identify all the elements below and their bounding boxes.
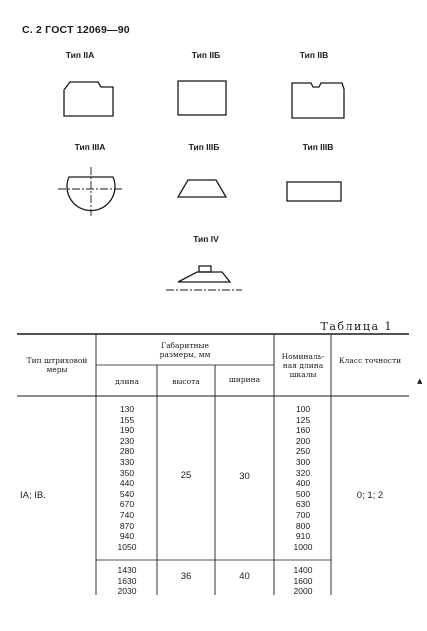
nominal-value: 1400 [293,565,313,575]
group2-nominal-lengths [278,565,328,597]
figure-label-type-iib: Тип IIБ [191,50,221,60]
length-value: 940 [119,531,135,542]
nominal-value: 910 [295,531,311,542]
header-nominal-length: Номиналь-ная длина шкалы [281,352,325,379]
length-value: 1050 [117,541,137,552]
figure-label-type-iv: Тип IV [193,234,219,244]
nominal-value: 250 [295,446,311,457]
figure-label-type-iiiv: Тип IIIВ [302,142,334,152]
nominal-value: 2000 [293,586,313,597]
length-value: 1630 [117,575,137,586]
length-value: 670 [119,499,135,510]
header-overall-dimensions: Габаритные размеры, мм [159,341,211,359]
nominal-value: 200 [295,435,311,446]
nominal-value: 160 [295,425,311,436]
group1-width: 30 [239,471,250,482]
length-value: 540 [119,488,135,499]
figure-label-type-iiib: Тип IIIБ [188,142,220,152]
length-value: 155 [119,414,135,425]
figure-label-type-iia: Тип IIA [65,50,95,60]
margin-mark: ▲ [417,377,423,385]
length-value: 870 [119,520,135,531]
group2-height: 36 [180,571,192,582]
group1-nominal-lengths [278,404,328,552]
nominal-value: 1600 [293,575,313,586]
header-accuracy-class: Класс точности [338,356,402,365]
header-type: Тип штриховой меры [26,356,88,374]
header-width: ширина [228,375,261,384]
length-value: 1430 [117,565,137,575]
nominal-value: 300 [295,456,311,467]
nominal-value: 100 [295,404,311,414]
header-length: длина [115,377,139,386]
length-value: 350 [119,467,135,478]
row-accuracy-value: 0; 1; 2 [356,490,384,501]
group2-width: 40 [239,571,250,582]
length-value: 740 [119,509,135,520]
header-height: высота [172,377,200,386]
nominal-value: 400 [295,478,311,489]
group1-height: 25 [180,470,192,481]
nominal-value: 320 [295,467,311,478]
length-value: 440 [119,478,135,489]
table-caption: Таблица 1 [320,320,393,333]
nominal-value: 630 [295,499,311,510]
group2-lengths [100,565,154,597]
figure-label-type-iiv: Тип IIВ [299,50,329,60]
group1-lengths [100,404,154,552]
length-value: 190 [119,425,135,436]
length-value: 130 [119,404,135,414]
figure-label-type-iiia: Тип IIIА [74,142,106,152]
nominal-value: 1000 [293,541,313,552]
page-header: С. 2 ГОСТ 12069—90 [22,24,130,36]
nominal-value: 500 [295,488,311,499]
row-type-value: IA; IB. [20,490,46,501]
nominal-value: 800 [295,520,311,531]
nominal-value: 125 [295,414,311,425]
length-value: 330 [119,456,135,467]
length-value: 2030 [117,586,137,597]
nominal-value: 700 [295,509,311,520]
length-value: 280 [119,446,135,457]
length-value: 230 [119,435,135,446]
